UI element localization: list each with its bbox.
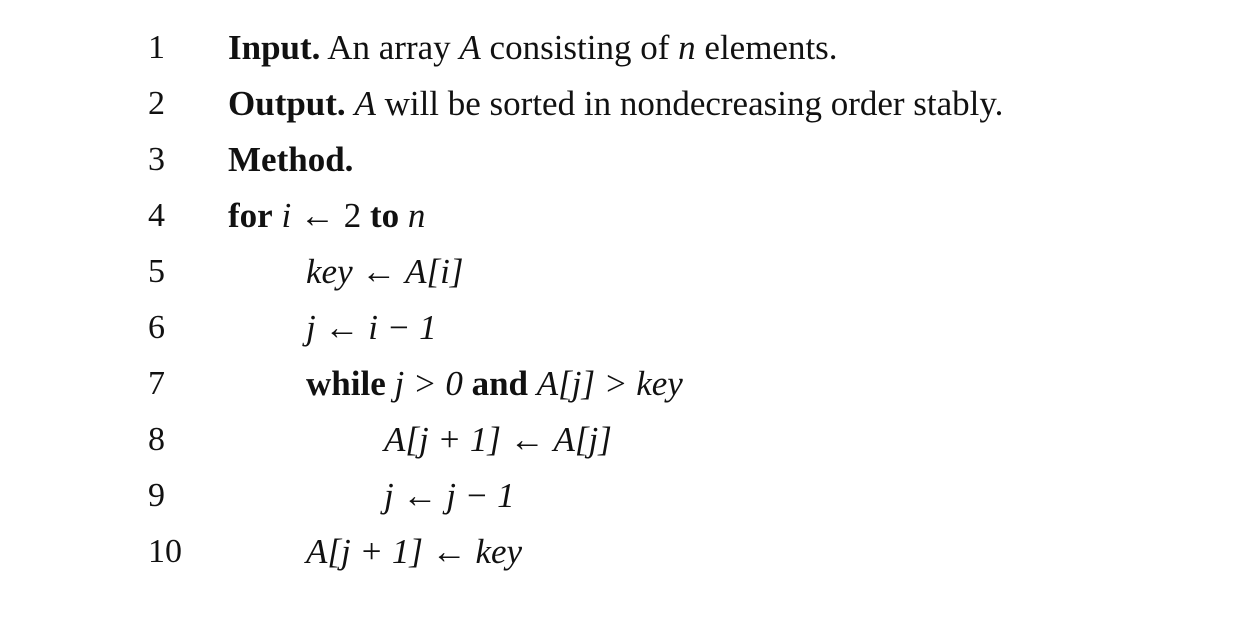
key-variable: key (306, 252, 353, 291)
j-variable: j (306, 308, 316, 347)
line-number: 1 (148, 29, 165, 66)
assignment-arrow: ← (324, 308, 360, 347)
line-content (306, 524, 522, 580)
method-label: Method. (228, 140, 354, 179)
pseudocode-line-1 (0, 20, 1256, 76)
lhs-expression: A[j + 1] (384, 420, 501, 459)
loop-end: n (407, 196, 426, 235)
pseudocode-line-4 (0, 188, 1256, 244)
assignment-arrow: ← (402, 476, 438, 515)
line-number: 3 (148, 141, 165, 178)
line-content (306, 300, 437, 356)
line-content (384, 468, 515, 524)
pseudocode-line-9 (0, 468, 1256, 524)
expression: i − 1 (368, 308, 437, 347)
line-number: 6 (148, 309, 165, 346)
input-text: An array (327, 28, 451, 67)
line-content (384, 412, 612, 468)
line-content (228, 76, 1003, 132)
line-content (228, 132, 353, 188)
pseudocode-line-10 (0, 524, 1256, 580)
output-text: will be sorted in nondecreasing order stably. (384, 84, 1004, 123)
assignment-arrow: ← (299, 196, 335, 235)
line-number: 2 (148, 85, 165, 122)
pseudocode-line-3 (0, 132, 1256, 188)
array-variable: A (354, 84, 376, 123)
line-number: 7 (148, 365, 165, 402)
line-content (306, 244, 463, 300)
assignment-arrow: ← (361, 252, 397, 291)
line-content (228, 188, 425, 244)
array-variable: A (459, 28, 481, 67)
j-variable: j (384, 476, 394, 515)
insertion-sort-pseudocode (0, 20, 1256, 580)
line-content (306, 356, 683, 412)
line-number: 5 (148, 253, 165, 290)
output-label: Output. (228, 84, 346, 123)
condition-2: A[j] > key (536, 364, 683, 403)
expression: j − 1 (446, 476, 515, 515)
condition-1: j > 0 (394, 364, 463, 403)
size-variable: n (678, 28, 696, 67)
line-content (228, 20, 838, 76)
line-number: 4 (148, 197, 165, 234)
and-keyword: and (471, 364, 529, 403)
input-text-end: elements. (704, 28, 838, 67)
input-label: Input. (228, 28, 321, 67)
pseudocode-line-7 (0, 356, 1256, 412)
loop-variable: i (281, 196, 292, 235)
line-number: 10 (148, 533, 182, 570)
assignment-arrow: ← (509, 420, 545, 459)
pseudocode-line-8 (0, 412, 1256, 468)
pseudocode-line-2 (0, 76, 1256, 132)
lhs-expression: A[j + 1] (306, 532, 423, 571)
line-number: 8 (148, 421, 165, 458)
for-keyword: for (228, 196, 273, 235)
input-text-continued: consisting of (489, 28, 670, 67)
loop-start: 2 (343, 196, 362, 235)
to-keyword: to (369, 196, 400, 235)
pseudocode-line-6 (0, 300, 1256, 356)
rhs-expression: key (475, 532, 523, 571)
expression: A[i] (405, 252, 464, 291)
while-keyword: while (306, 364, 386, 403)
pseudocode-line-5 (0, 244, 1256, 300)
line-number: 9 (148, 477, 165, 514)
rhs-expression: A[j] (553, 420, 612, 459)
assignment-arrow: ← (431, 532, 467, 571)
